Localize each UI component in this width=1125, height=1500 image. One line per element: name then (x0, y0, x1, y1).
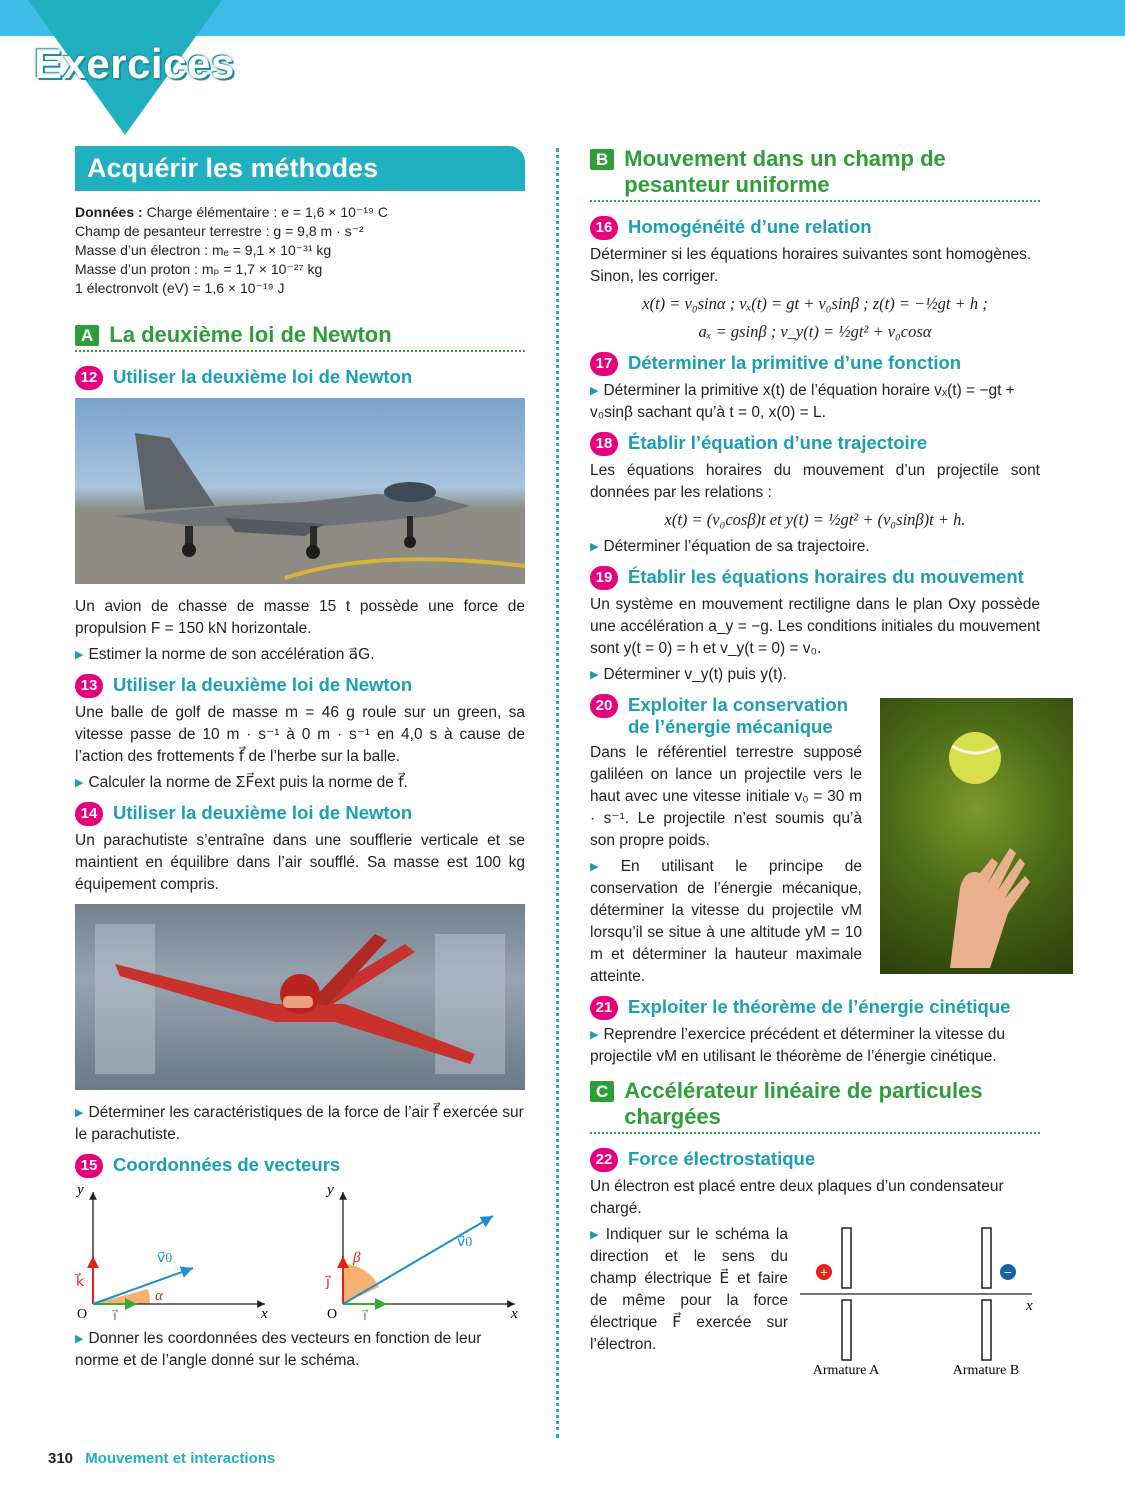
exercise-task: ▶ Reprendre l’exercice précédent et déterminer la vitesse du projectile vM en utilisant le théorème de l’énergie cinétique. (590, 1024, 1040, 1068)
fighter-jet-illustration (75, 398, 525, 584)
equation: aₓ = gsinβ ; v_y(t) = ½gt² + v₀cosα (698, 322, 932, 341)
exercise-title: Force électrostatique (628, 1148, 816, 1169)
page-footer (48, 1450, 275, 1467)
exercise-number: 15 (75, 1154, 103, 1178)
page-brand-title: Exercices (34, 40, 235, 87)
tennis-ball-photo (880, 698, 1073, 974)
exercise-20-heading (590, 694, 862, 738)
alpha-label: α (155, 1288, 163, 1304)
exercise-20-block (590, 694, 1040, 988)
section-c-heading (590, 1078, 1040, 1134)
section-title: Accélérateur linéaire de particules chargées (624, 1078, 983, 1129)
right-column (590, 146, 1040, 1374)
exercise-task: ▶ Estimer la norme de son accélération a⃗G. (75, 644, 525, 666)
armature-b-label: Armature B (952, 1363, 1020, 1374)
exercise-task: ▶ Donner les coordonnées des vecteurs en fonction de leur norme et de l’angle donné sur le schéma. (75, 1328, 525, 1372)
exercise-number: 13 (75, 674, 103, 698)
section-title: La deuxième loi de Newton (109, 322, 392, 347)
vector-diagram-alpha (75, 1184, 275, 1320)
capacitor-diagram (800, 1224, 1040, 1374)
x-axis-label: x (1026, 1298, 1033, 1314)
exercise-text: Dans le référentiel terrestre supposé galiléen on lance un projectile vers le haut avec une vitesse initiale v₀ = 30 m · s⁻¹. Le projectile n’est soumis qu’à son propre poids. (590, 744, 862, 849)
exercise-title: Établir l’équation d’une trajectoire (628, 432, 928, 453)
exercise-14-heading (75, 802, 525, 826)
origin-label: O (77, 1307, 88, 1320)
column-divider (556, 148, 559, 1438)
exercise-20-text-column (590, 694, 862, 988)
equation: x(t) = v₀sinα ; vₓ(t) = gt + v₀sinβ ; z(t) = −½gt + h ; (642, 294, 988, 313)
exercise-number: 19 (590, 566, 618, 590)
data-line: Masse d’un proton : mₚ = 1,7 × 10⁻²⁷ kg (75, 261, 323, 277)
exercise-task: ▶ En utilisant le principe de conservation de l’énergie mécanique, déterminer la vitesse du projectile vM lorsqu’il se situe à une altitude yM = 10 m et déterminer la hauteur maximale atteinte. (590, 856, 862, 988)
exercise-19-heading (590, 566, 1040, 590)
plus-label: + (820, 1266, 828, 1281)
exercise-number: 22 (590, 1148, 618, 1172)
left-column (75, 146, 525, 1376)
exercise-title: Utiliser la deuxième loi de Newton (113, 802, 413, 823)
armature-a-label: Armature A (812, 1363, 880, 1374)
exercise-17-heading (590, 352, 1040, 376)
page-number: 310 (48, 1450, 74, 1467)
exercise-task: ▶ Déterminer les caractéristiques de la force de l’air f⃗ exercée sur le parachutiste. (75, 1102, 525, 1146)
exercise-text: Une balle de golf de masse m = 46 g roule sur un green, sa vitesse passe de 10 m · s⁻¹ à 0 m · s⁻¹ en 4,0 s à cause de l’action des frottements f⃗ de l’herbe sur la balle. (75, 704, 525, 765)
exercise-22-heading (590, 1148, 1040, 1172)
exercise-title: Utiliser la deuxième loi de Newton (113, 366, 413, 387)
vector-diagram-beta (325, 1184, 525, 1320)
x-axis-label: x (511, 1306, 518, 1320)
exercise-12-heading (75, 366, 525, 390)
data-box (75, 203, 525, 298)
y-axis-label: y (77, 1184, 84, 1198)
exercise-text: Déterminer si les équations horaires suivantes sont homogènes. Sinon, les corriger. (590, 246, 1032, 285)
data-label: Données : (75, 204, 143, 220)
y-axis-label: y (327, 1184, 334, 1198)
exercise-number: 21 (590, 996, 618, 1020)
exercise-number: 16 (590, 216, 618, 240)
data-line: Charge élémentaire : e = 1,6 × 10⁻¹⁹ C (146, 204, 388, 220)
exercise-number: 18 (590, 432, 618, 456)
exercise-task: ▶ Déterminer v_y(t) puis y(t). (590, 664, 1040, 686)
plate-b-lower (982, 1300, 991, 1360)
exercise-title: Établir les équations horaires du mouvement (628, 566, 1024, 587)
plate-a-lower (842, 1300, 851, 1360)
v0-label: v⃗0 (157, 1251, 173, 1266)
exercise-text: Un avion de chasse de masse 15 t possède une force de propulsion F = 150 kN horizontale. (75, 598, 525, 637)
data-line: 1 électronvolt (eV) = 1,6 × 10⁻¹⁹ J (75, 280, 285, 296)
angle-sector (343, 1264, 379, 1304)
v0-label: v⃗0 (457, 1235, 473, 1250)
section-a-heading (75, 322, 525, 352)
exercise-title: Coordonnées de vecteurs (113, 1154, 341, 1175)
data-line: Masse d’un électron : mₑ = 9,1 × 10⁻³¹ kg (75, 242, 332, 258)
data-line: Champ de pesanteur terrestre : g = 9,8 m · s⁻² (75, 223, 364, 239)
exercise-text: Les équations horaires du mouvement d’un projectile sont données par les relations : (590, 462, 1040, 501)
section-banner: Acquérir les méthodes (75, 146, 525, 191)
skydiver-photo (75, 904, 525, 1090)
exercise-21-heading (590, 996, 1040, 1020)
exercise-number: 20 (590, 694, 618, 718)
skydiver-illustration (75, 904, 525, 1090)
exercise-title: Homogénéité d’une relation (628, 216, 872, 237)
exercise-13-heading (75, 674, 525, 698)
j-label: j⃗ (326, 1275, 330, 1290)
minus-label: − (1004, 1266, 1012, 1281)
exercise-22-body (590, 1224, 1040, 1374)
exercise-task: ▶ Déterminer la primitive x(t) de l’équation horaire vₓ(t) = −gt + v₀sinβ sachant qu’à t = 0, x(0) = L. (590, 380, 1040, 424)
k-label: k⃗ (76, 1275, 85, 1290)
exercise-text: Un électron est placé entre deux plaques d’un condensateur chargé. (590, 1178, 1004, 1217)
exercise-text: Un système en mouvement rectiligne dans le plan Oxy possède une accélération a_y = −g. Les conditions initiales du mouvement sont y(t = 0) = h et v_y(t = 0) = v₀. (590, 596, 1040, 657)
i-label: i⃗ (363, 1309, 367, 1320)
chapter-title: Mouvement et interactions (85, 1450, 276, 1467)
exercise-15-heading (75, 1154, 525, 1178)
fighter-jet-photo (75, 398, 525, 584)
exercise-task: ▶ Calculer la norme de ΣF⃗ext puis la norme de f⃗. (75, 772, 525, 794)
plate-b-upper (982, 1228, 991, 1288)
section-letter: A (75, 325, 99, 346)
exercise-number: 17 (590, 352, 618, 376)
exercise-title: Exploiter le théorème de l’énergie cinétique (628, 996, 1011, 1017)
exercise-18-heading (590, 432, 1040, 456)
exercise-text: Un parachutiste s’entraîne dans une soufflerie verticale et se maintient en équilibre dans l’air soufflé. Sa masse est 100 kg équipement compris. (75, 832, 525, 893)
vector-diagrams (75, 1184, 525, 1320)
section-title: Mouvement dans un champ de pesanteur uniforme (624, 146, 946, 197)
i-label: i⃗ (113, 1309, 117, 1320)
beta-label: β (353, 1250, 361, 1266)
exercise-task: ▶ Déterminer l’équation de sa trajectoire. (590, 536, 1040, 558)
section-b-heading (590, 146, 1040, 202)
exercise-number: 14 (75, 802, 103, 826)
exercise-task: ▶ Indiquer sur le schéma la direction et le sens du champ électrique E⃗ et faire de même pour la force électrique F⃗ exercée sur l’électron. (590, 1224, 788, 1370)
exercise-number: 12 (75, 366, 103, 390)
exercise-16-heading (590, 216, 1040, 240)
section-letter: B (590, 149, 614, 170)
exercise-title: Exploiter la conservation de l’énergie mécanique (628, 694, 849, 737)
origin-label: O (327, 1307, 338, 1320)
section-letter: C (590, 1081, 614, 1102)
v0-vector (343, 1216, 493, 1304)
x-axis-label: x (261, 1306, 268, 1320)
exercise-title: Déterminer la primitive d’une fonction (628, 352, 962, 373)
exercise-title: Utiliser la deuxième loi de Newton (113, 674, 413, 695)
equation: x(t) = (v₀cosβ)t et y(t) = ½gt² + (v₀sinβ)t + h. (664, 510, 966, 529)
plate-a-upper (842, 1228, 851, 1288)
tennis-ball-illustration (880, 698, 1073, 974)
